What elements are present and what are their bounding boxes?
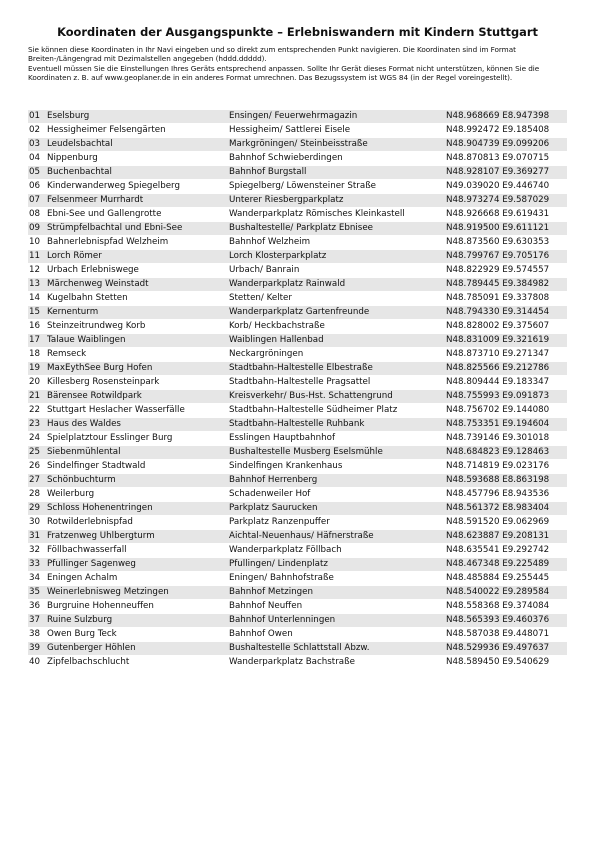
row-number: 25: [28, 446, 47, 460]
row-number: 35: [28, 586, 47, 600]
row-number: 26: [28, 460, 47, 474]
gps-coordinates: N48.968669 E8.947398: [446, 110, 567, 124]
start-point: Sindelfingen Krankenhaus: [229, 460, 446, 474]
start-point: Bushaltestelle/ Parkplatz Ebnisee: [229, 222, 446, 236]
row-number: 08: [28, 208, 47, 222]
table-row: [28, 138, 567, 152]
start-point: Korb/ Heckbachstraße: [229, 320, 446, 334]
table-row: [28, 446, 567, 460]
start-point: Stadtbahn-Haltestelle Pragsattel: [229, 376, 446, 390]
hike-name: Siebenmühlental: [47, 446, 229, 460]
hike-name: Stuttgart Heslacher Wasserfälle: [47, 404, 229, 418]
start-point: Aichtal-Neuenhaus/ Häfnerstraße: [229, 530, 446, 544]
row-number: 38: [28, 628, 47, 642]
gps-coordinates: N48.828002 E9.375607: [446, 320, 567, 334]
gps-coordinates: N48.928107 E9.369277: [446, 166, 567, 180]
intro-text: [28, 45, 568, 82]
row-number: 11: [28, 250, 47, 264]
table-row: [28, 418, 567, 432]
hike-name: Steinzeitrundweg Korb: [47, 320, 229, 334]
row-number: 06: [28, 180, 47, 194]
row-number: 14: [28, 292, 47, 306]
start-point: Lorch Klosterparkplatz: [229, 250, 446, 264]
table-row: [28, 614, 567, 628]
row-number: 10: [28, 236, 47, 250]
hike-name: Schloss Hohenentringen: [47, 502, 229, 516]
hike-name: Weinerlebnisweg Metzingen: [47, 586, 229, 600]
table-row: [28, 600, 567, 614]
start-point: Stetten/ Kelter: [229, 292, 446, 306]
row-number: 05: [28, 166, 47, 180]
table-row: [28, 432, 567, 446]
row-number: 39: [28, 642, 47, 656]
gps-coordinates: N48.714819 E9.023176: [446, 460, 567, 474]
gps-coordinates: N48.870813 E9.070715: [446, 152, 567, 166]
row-number: 33: [28, 558, 47, 572]
gps-coordinates: N48.684823 E9.128463: [446, 446, 567, 460]
hike-name: Owen Burg Teck: [47, 628, 229, 642]
table-row: [28, 334, 567, 348]
gps-coordinates: N48.755993 E9.091873: [446, 390, 567, 404]
start-point: Stadtbahn-Haltestelle Ruhbank: [229, 418, 446, 432]
table-row: [28, 250, 567, 264]
gps-coordinates: N48.753351 E9.194604: [446, 418, 567, 432]
table-row: [28, 530, 567, 544]
row-number: 34: [28, 572, 47, 586]
start-point: Bahnhof Herrenberg: [229, 474, 446, 488]
start-point: Bahnhof Welzheim: [229, 236, 446, 250]
start-point: Esslingen Hauptbahnhof: [229, 432, 446, 446]
hike-name: Märchenweg Weinstadt: [47, 278, 229, 292]
hike-name: Schönbuchturm: [47, 474, 229, 488]
gps-coordinates: N48.565393 E9.460376: [446, 614, 567, 628]
gps-coordinates: N48.926668 E9.619431: [446, 208, 567, 222]
gps-coordinates: N48.591520 E9.062969: [446, 516, 567, 530]
table-row: [28, 152, 567, 166]
hike-name: Spielplatztour Esslinger Burg: [47, 432, 229, 446]
row-number: 01: [28, 110, 47, 124]
start-point: Bushaltestelle Musberg Eselsmühle: [229, 446, 446, 460]
start-point: Parkplatz Ranzenpuffer: [229, 516, 446, 530]
start-point: Waiblingen Hallenbad: [229, 334, 446, 348]
start-point: Wanderparkplatz Gartenfreunde: [229, 306, 446, 320]
row-number: 31: [28, 530, 47, 544]
row-number: 30: [28, 516, 47, 530]
gps-coordinates: N48.919500 E9.611121: [446, 222, 567, 236]
hike-name: Pfullinger Sagenweg: [47, 558, 229, 572]
hike-name: Zipfelbachschlucht: [47, 656, 229, 670]
start-point: Wanderparkplatz Föllbach: [229, 544, 446, 558]
document-title: Koordinaten der Ausgangspunkte – Erlebniswandern mit Kindern Stuttgart: [57, 25, 538, 39]
gps-coordinates: N48.799767 E9.705176: [446, 250, 567, 264]
gps-coordinates: N48.789445 E9.384982: [446, 278, 567, 292]
table-row: [28, 180, 567, 194]
gps-coordinates: N48.623887 E9.208131: [446, 530, 567, 544]
hike-name: Strümpfelbachtal und Ebni-See: [47, 222, 229, 236]
hike-name: Kugelbahn Stetten: [47, 292, 229, 306]
start-point: Wanderparkplatz Rainwald: [229, 278, 446, 292]
hike-name: Bärensee Rotwildpark: [47, 390, 229, 404]
table-row: [28, 348, 567, 362]
table-row: [28, 278, 567, 292]
table-row: [28, 656, 567, 670]
gps-coordinates: N49.039020 E9.446740: [446, 180, 567, 194]
start-point: Bahnhof Neuffen: [229, 600, 446, 614]
table-row: [28, 166, 567, 180]
table-row: [28, 404, 567, 418]
hike-name: Leudelsbachtal: [47, 138, 229, 152]
coordinates-table: [28, 110, 567, 670]
row-number: 07: [28, 194, 47, 208]
hike-name: Felsenmeer Murrhardt: [47, 194, 229, 208]
table-row: [28, 488, 567, 502]
start-point: Bahnhof Owen: [229, 628, 446, 642]
row-number: 16: [28, 320, 47, 334]
table-row: [28, 292, 567, 306]
table-row: [28, 222, 567, 236]
start-point: Unterer Riesbergparkplatz: [229, 194, 446, 208]
row-number: 29: [28, 502, 47, 516]
row-number: 18: [28, 348, 47, 362]
table-row: [28, 544, 567, 558]
table-row: [28, 586, 567, 600]
table-row: [28, 376, 567, 390]
start-point: Spiegelberg/ Löwensteiner Straße: [229, 180, 446, 194]
table-row: [28, 390, 567, 404]
row-number: 24: [28, 432, 47, 446]
row-number: 23: [28, 418, 47, 432]
gps-coordinates: N48.785091 E9.337808: [446, 292, 567, 306]
gps-coordinates: N48.831009 E9.321619: [446, 334, 567, 348]
hike-name: Ebni-See und Gallengrotte: [47, 208, 229, 222]
gps-coordinates: N48.587038 E9.448071: [446, 628, 567, 642]
hike-name: Föllbachwasserfall: [47, 544, 229, 558]
gps-coordinates: N48.822929 E9.574557: [446, 264, 567, 278]
hike-name: Weilerburg: [47, 488, 229, 502]
hike-name: Killesberg Rosensteinpark: [47, 376, 229, 390]
row-number: 27: [28, 474, 47, 488]
start-point: Kreisverkehr/ Bus-Hst. Schattengrund: [229, 390, 446, 404]
table-row: [28, 236, 567, 250]
row-number: 02: [28, 124, 47, 138]
start-point: Wanderparkplatz Römisches Kleinkastell: [229, 208, 446, 222]
row-number: 15: [28, 306, 47, 320]
start-point: Wanderparkplatz Bachstraße: [229, 656, 446, 670]
table-row: [28, 124, 567, 138]
start-point: Bahnhof Schwieberdingen: [229, 152, 446, 166]
hike-name: Rotwilderlebnispfad: [47, 516, 229, 530]
coordinates-table-body: [28, 110, 567, 670]
gps-coordinates: N48.540022 E9.289584: [446, 586, 567, 600]
row-number: 21: [28, 390, 47, 404]
gps-coordinates: N48.558368 E9.374084: [446, 600, 567, 614]
gps-coordinates: N48.825566 E9.212786: [446, 362, 567, 376]
table-row: [28, 474, 567, 488]
hike-name: Burgruine Hohenneuffen: [47, 600, 229, 614]
gps-coordinates: N48.529936 E9.497637: [446, 642, 567, 656]
hike-name: Eningen Achalm: [47, 572, 229, 586]
row-number: 17: [28, 334, 47, 348]
start-point: Hessigheim/ Sattlerei Eisele: [229, 124, 446, 138]
start-point: Stadtbahn-Haltestelle Elbestraße: [229, 362, 446, 376]
start-point: Bahnhof Burgstall: [229, 166, 446, 180]
hike-name: Remseck: [47, 348, 229, 362]
row-number: 13: [28, 278, 47, 292]
gps-coordinates: N48.756702 E9.144080: [446, 404, 567, 418]
start-point: Parkplatz Saurucken: [229, 502, 446, 516]
table-row: [28, 502, 567, 516]
hike-name: Gutenberger Höhlen: [47, 642, 229, 656]
gps-coordinates: N48.973274 E9.587029: [446, 194, 567, 208]
hike-name: Eselsburg: [47, 110, 229, 124]
table-row: [28, 320, 567, 334]
row-number: 36: [28, 600, 47, 614]
row-number: 04: [28, 152, 47, 166]
hike-name: Urbach Erlebniswege: [47, 264, 229, 278]
table-row: [28, 516, 567, 530]
hike-name: Buchenbachtal: [47, 166, 229, 180]
start-point: Markgröningen/ Steinbeisstraße: [229, 138, 446, 152]
start-point: Stadtbahn-Haltestelle Südheimer Platz: [229, 404, 446, 418]
row-number: 22: [28, 404, 47, 418]
table-row: [28, 572, 567, 586]
gps-coordinates: N48.873710 E9.271347: [446, 348, 567, 362]
row-number: 03: [28, 138, 47, 152]
row-number: 12: [28, 264, 47, 278]
row-number: 09: [28, 222, 47, 236]
hike-name: Kinderwanderweg Spiegelberg: [47, 180, 229, 194]
row-number: 32: [28, 544, 47, 558]
hike-name: Ruine Sulzburg: [47, 614, 229, 628]
hike-name: Kernenturm: [47, 306, 229, 320]
start-point: Pfullingen/ Lindenplatz: [229, 558, 446, 572]
hike-name: Fratzenweg Uhlbergturm: [47, 530, 229, 544]
gps-coordinates: N48.992472 E9.185408: [446, 124, 567, 138]
row-number: 40: [28, 656, 47, 670]
start-point: Bahnhof Unterlenningen: [229, 614, 446, 628]
table-row: [28, 558, 567, 572]
row-number: 19: [28, 362, 47, 376]
gps-coordinates: N48.809444 E9.183347: [446, 376, 567, 390]
table-row: [28, 628, 567, 642]
hike-name: Nippenburg: [47, 152, 229, 166]
intro-paragraph: Sie können diese Koordinaten in Ihr Navi eingeben und so direkt zum entsprechenden Punkt navigieren. Die Koordinaten sind im Format Breiten-/Längengrad mit Dezimalstellen angegeben (hddd.ddddd).: [28, 45, 516, 64]
gps-coordinates: N48.593688 E8.863198: [446, 474, 567, 488]
table-row: [28, 306, 567, 320]
start-point: Ensingen/ Feuerwehrmagazin: [229, 110, 446, 124]
hike-name: Hessigheimer Felsengärten: [47, 124, 229, 138]
hike-name: Haus des Waldes: [47, 418, 229, 432]
gps-coordinates: N48.635541 E9.292742: [446, 544, 567, 558]
row-number: 20: [28, 376, 47, 390]
gps-coordinates: N48.739146 E9.301018: [446, 432, 567, 446]
gps-coordinates: N48.467348 E9.225489: [446, 558, 567, 572]
gps-coordinates: N48.904739 E9.099206: [446, 138, 567, 152]
hike-name: MaxEythSee Burg Hofen: [47, 362, 229, 376]
gps-coordinates: N48.561372 E8.983404: [446, 502, 567, 516]
start-point: Bahnhof Metzingen: [229, 586, 446, 600]
hike-name: Bahnerlebnispfad Welzheim: [47, 236, 229, 250]
gps-coordinates: N48.794330 E9.314454: [446, 306, 567, 320]
hike-name: Talaue Waiblingen: [47, 334, 229, 348]
gps-coordinates: N48.485884 E9.255445: [446, 572, 567, 586]
table-row: [28, 110, 567, 124]
start-point: Urbach/ Banrain: [229, 264, 446, 278]
table-row: [28, 194, 567, 208]
start-point: Eningen/ Bahnhofstraße: [229, 572, 446, 586]
start-point: Neckargröningen: [229, 348, 446, 362]
start-point: Bushaltestelle Schlattstall Abzw.: [229, 642, 446, 656]
table-row: [28, 208, 567, 222]
table-row: [28, 642, 567, 656]
hike-name: Lorch Römer: [47, 250, 229, 264]
table-row: [28, 460, 567, 474]
hike-name: Sindelfinger Stadtwald: [47, 460, 229, 474]
gps-coordinates: N48.589450 E9.540629: [446, 656, 567, 670]
table-row: [28, 264, 567, 278]
row-number: 37: [28, 614, 47, 628]
row-number: 28: [28, 488, 47, 502]
gps-coordinates: N48.457796 E8.943536: [446, 488, 567, 502]
start-point: Schadenweiler Hof: [229, 488, 446, 502]
intro-paragraph: Eventuell müssen Sie die Einstellungen Ihres Geräts entsprechend anpassen. Sollte Ihr Gerät dieses Format nicht unterstützen, können Sie die Koordinaten z. B. auf www.geoplaner.de in ein anderes Format umrechnen. Das Bezugssystem ist WGS 84 (in der Regel voreingestellt).: [28, 63, 540, 82]
table-row: [28, 362, 567, 376]
gps-coordinates: N48.873560 E9.630353: [446, 236, 567, 250]
